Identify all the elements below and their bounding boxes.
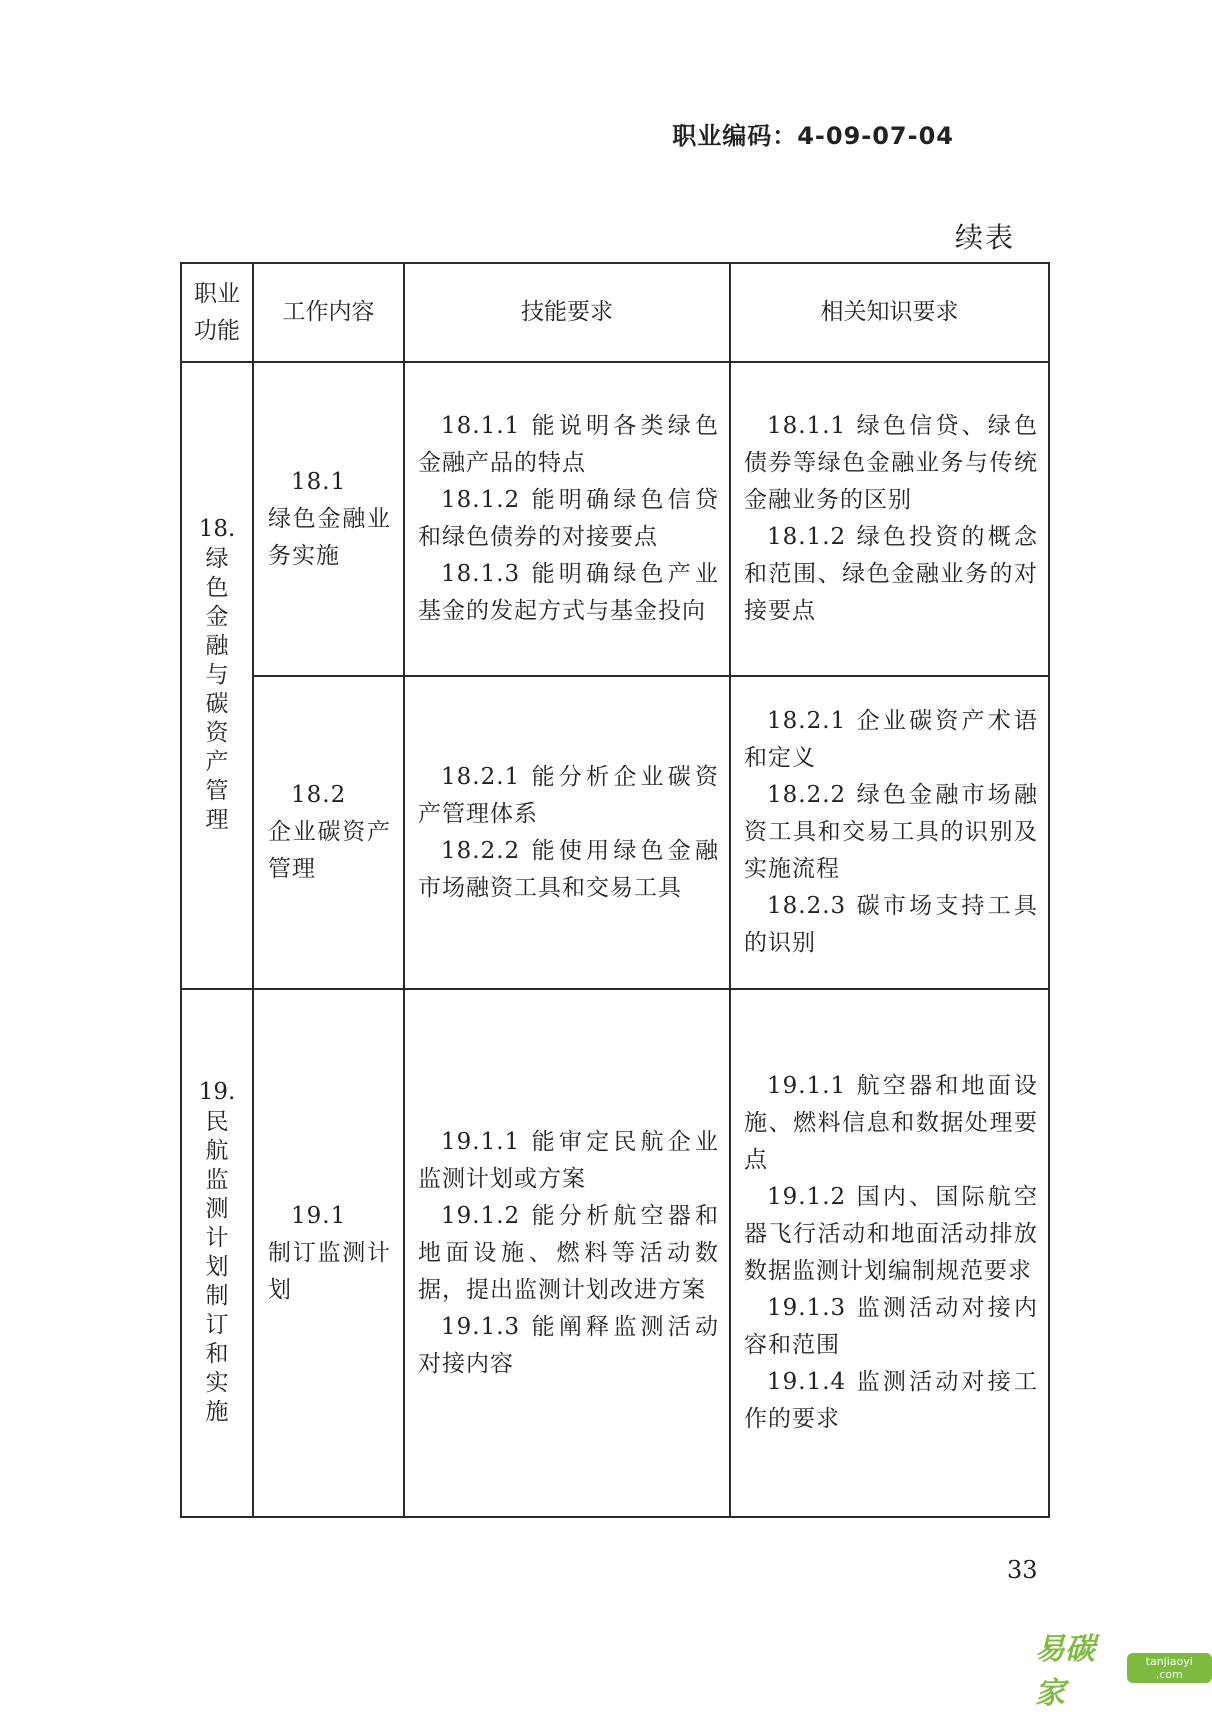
- knowledge-item: 18.2.2 绿色金融市场融资工具和交易工具的识别及实施流程: [744, 777, 1038, 888]
- watermark-logo: [1035, 1650, 1212, 1686]
- knowledge-item: 19.1.4 监测活动对接工作的要求: [744, 1364, 1038, 1438]
- skill-item: 18.1.1 能说明各类绿色金融产品的特点: [418, 408, 719, 482]
- skills-cell: [404, 676, 730, 989]
- header-skills: 技能要求: [404, 263, 730, 362]
- table-row: [181, 676, 1049, 989]
- skills-cell: [404, 989, 730, 1517]
- watermark-brand: 易碳家: [1035, 1624, 1123, 1712]
- skill-item: 19.1.2 能分析航空器和地面设施、燃料等活动数据，提出监测计划改进方案: [418, 1198, 719, 1309]
- work-content-text: 18.2 企业碳资产管理: [268, 777, 391, 888]
- function-number: 19.: [188, 1076, 246, 1108]
- knowledge-cell: [730, 362, 1049, 676]
- watermark-site: tanjiaoyi .com: [1127, 1653, 1212, 1683]
- skills-cell: [404, 362, 730, 676]
- requirements-table: [180, 262, 1050, 1518]
- header-work-content: 工作内容: [253, 263, 404, 362]
- header-function: 职业功能: [181, 263, 253, 362]
- knowledge-item: 18.1.1 绿色信贷、绿色债券等绿色金融业务与传统金融业务的区别: [744, 408, 1038, 519]
- function-number: 18.: [188, 513, 246, 545]
- skill-item: 18.1.2 能明确绿色信贷和绿色债券的对接要点: [418, 482, 719, 556]
- function-cell: [181, 362, 253, 989]
- knowledge-item: 18.2.1 企业碳资产术语和定义: [744, 703, 1038, 777]
- function-text: 民航监测计划制订和实施: [204, 1108, 230, 1427]
- table-row: [181, 989, 1049, 1517]
- page-number: 33: [1007, 1556, 1038, 1584]
- occupation-code: 职业编码：4-09-07-04: [672, 116, 954, 151]
- work-content-cell: [253, 989, 404, 1517]
- skill-item: 18.2.2 能使用绿色金融市场融资工具和交易工具: [418, 833, 719, 907]
- work-content-cell: [253, 362, 404, 676]
- function-cell: [181, 989, 253, 1517]
- skill-item: 18.1.3 能明确绿色产业基金的发起方式与基金投向: [418, 556, 719, 630]
- function-text: 绿色金融与碳资产管理: [204, 545, 230, 835]
- table-row: [181, 362, 1049, 676]
- knowledge-cell: [730, 989, 1049, 1517]
- knowledge-item: 19.1.1 航空器和地面设施、燃料信息和数据处理要点: [744, 1068, 1038, 1179]
- continued-label: 续表: [955, 216, 1015, 256]
- knowledge-item: 19.1.2 国内、国际航空器飞行活动和地面活动排放数据监测计划编制规范要求: [744, 1179, 1038, 1290]
- knowledge-cell: [730, 676, 1049, 989]
- work-content-text: 19.1 制订监测计划: [268, 1198, 391, 1309]
- work-content-text: 18.1 绿色金融业务实施: [268, 464, 391, 575]
- knowledge-item: 18.1.2 绿色投资的概念和范围、绿色金融业务的对接要点: [744, 519, 1038, 630]
- table-header-row: [181, 263, 1049, 362]
- skill-item: 19.1.3 能阐释监测活动对接内容: [418, 1309, 719, 1383]
- skill-item: 19.1.1 能审定民航企业监测计划或方案: [418, 1124, 719, 1198]
- header-knowledge: 相关知识要求: [730, 263, 1049, 362]
- skill-item: 18.2.1 能分析企业碳资产管理体系: [418, 759, 719, 833]
- work-content-cell: [253, 676, 404, 989]
- knowledge-item: 18.2.3 碳市场支持工具的识别: [744, 888, 1038, 962]
- knowledge-item: 19.1.3 监测活动对接内容和范围: [744, 1290, 1038, 1364]
